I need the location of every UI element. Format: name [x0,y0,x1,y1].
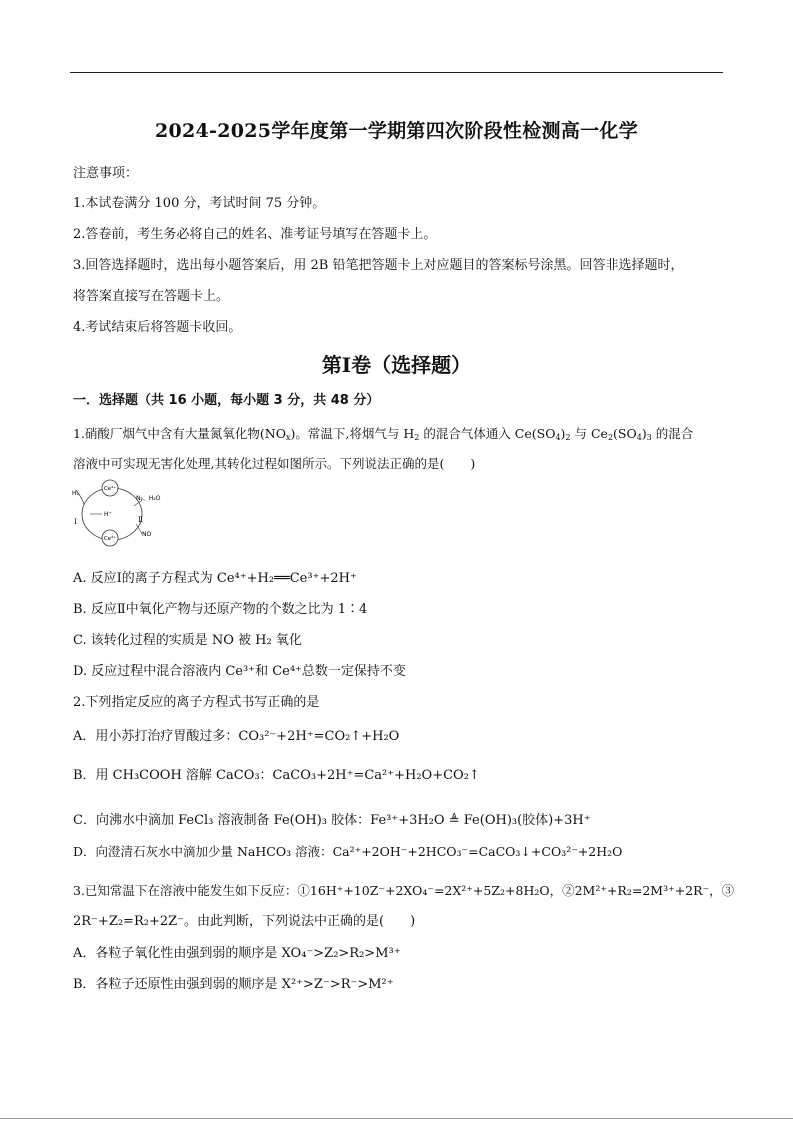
q3-stem-line1: 3.已知常温下在溶液中能发生如下反应：①16H⁺+10Z⁻+2XO₄⁻=2X²⁺+5Z₂+8H₂O，②2M²⁺+R₂=2M³⁺+2R⁻，③ [73,883,735,898]
notice-item-1: 1.本试卷满分 100 分，考试时间 75 分钟。 [73,196,326,211]
h2-label: H₂ [72,490,79,497]
h2-arrow [76,490,84,504]
q1-option-b: B. 反应Ⅱ中氧化产物与还原产物的个数之比为 1∶4 [73,602,368,617]
q1-conversion-diagram [70,478,180,550]
q2-option-c: C．向沸水中滴加 FeCl₃ 溶液制备 Fe(OH)₃ 胶体：Fe³⁺+3H₂O ≜ Fe(OH)₃(胶体)+3H⁺ [73,813,591,828]
no-label: NO [142,531,152,538]
q2-option-b: B．用 CH₃COOH 溶解 CaCO₃：CaCO₃+2H⁺=Ca²⁺+H₂O+CO₂↑ [73,768,480,783]
bottom-divider [0,1118,793,1119]
q1-option-a: A. 反应Ⅰ的离子方程式为 Ce⁴⁺+H₂══Ce³⁺+2H⁺ [73,571,357,586]
n2-h2o-label: N₂、H₂O [136,495,161,502]
q3-stem-line2: 2R⁻+Z₂=R₂+2Z⁻。由此判断，下列说法中正确的是( ) [73,914,416,929]
q2-option-d: D．向澄清石灰水中滴加少量 NaHCO₃ 溶液：Ca²⁺+2OH⁻+2HCO₃⁻=CaCO₃↓+CO₃²⁻+2H₂O [73,844,623,859]
q3-option-b: B．各粒子还原性由强到弱的顺序是 X²⁺>Z⁻>R⁻>M²⁺ [73,977,394,992]
roman-1-label: Ⅰ [74,518,77,526]
ce3-label: Ce³⁺ [103,536,117,542]
q1-stem-line1: 1.硝酸厂烟气中含有大量氮氧化物$(NO_x)$。常温下,将烟气与 $H_2$ 的混合气体通入 $Ce(SO_4)_2$ 与 $Ce_2(SO_4)_3$ 的混合 [73,426,694,442]
notice-item-3: 3.回答选择题时，选出每小题答案后，用 2B 铅笔把答题卡上对应题目的答案标号涂黑。回答非选择题时， [73,258,684,273]
q2-option-a: A．用小苏打治疗胃酸过多：CO₃²⁻+2H⁺=CO₂↑+H₂O [73,729,400,744]
top-divider [70,72,723,73]
section-title: 第Ⅰ卷（选择题） [321,353,472,377]
ce4-label: Ce⁴⁺ [103,486,117,492]
q1-stem-line2: 溶液中可实现无害化处理,其转化过程如图所示。下列说法正确的是( ) [73,456,476,471]
page-title: 2024-2025学年度第一学期第四次阶段性检测高一化学 [154,120,639,142]
hplus-label: H⁺ [104,511,112,518]
notice-item-4: 4.考试结束后将答题卡收回。 [73,320,242,335]
notice-item-3-cont: 将答案直接写在答题卡上。 [73,289,230,304]
q3-option-a: A．各粒子氧化性由强到弱的顺序是 XO₄⁻>Z₂>R₂>M³⁺ [73,946,401,961]
notice-item-2: 2.答卷前，考生务必将自己的姓名、准考证号填写在答题卡上。 [73,227,437,242]
section-subtitle: 一．选择题（共 16 小题，每小题 3 分，共 48 分） [73,393,380,408]
notice-heading: 注意事项： [73,166,139,181]
q1-option-c: C. 该转化过程的实质是 NO 被 H₂ 氧化 [73,633,302,648]
roman-2-label: Ⅱ [138,516,143,524]
q2-stem: 2.下列指定反应的离子方程式书写正确的是 [73,695,320,710]
q1-option-d: D. 反应过程中混合溶液内 Ce³⁺和 Ce⁴⁺总数一定保持不变 [73,664,406,679]
